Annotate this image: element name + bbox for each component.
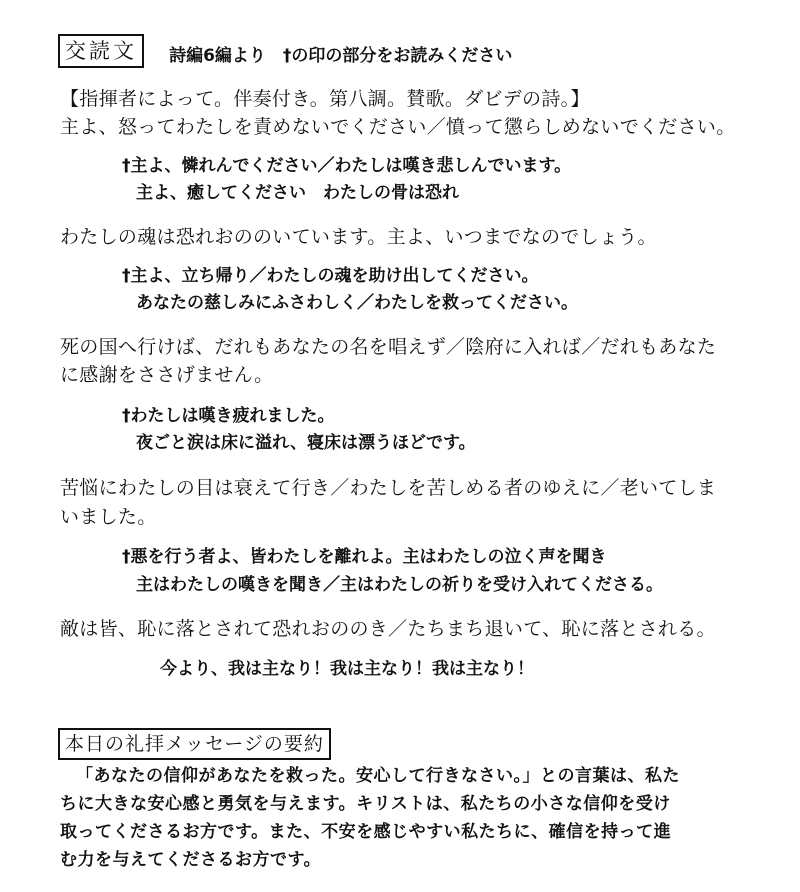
psalm-superscription: 【指揮者によって。伴奏付き。第八調。賛歌。ダビデの詩。】 [60,88,590,110]
leader-line-4b: いました。 [60,506,157,528]
leader-line-2: わたしの魂は恐れおののいています。主よ、いつまでなのでしょう。 [60,226,657,248]
response-line-1b: 主よ、癒してください わたしの骨は恐れ [136,183,459,203]
summary-line-4: む力を与えてくださるお方です。 [60,850,322,870]
response-line-2a: †主よ、立ち帰り／わたしの魂を助け出してください。 [122,266,539,286]
leader-line-5: 敵は皆、恥に落とされて恐れおののき／たちまち退いて、恥に落とされる。 [60,618,716,640]
leader-line-4a: 苦悩にわたしの目は衰えて行き／わたしを苦しめる者のゆえに／老いてしま [60,477,717,499]
summary-line-1: 「あなたの信仰があなたを救った。安心して行きなさい。」との言葉は、私た [76,766,680,786]
response-line-3a: †わたしは嘆き疲れました。 [122,406,335,426]
summary-line-2: ちに大きな安心感と勇気を与えます。キリストは、私たちの小さな信仰を受け [60,794,671,814]
response-line-4b: 主はわたしの嘆きを聞き／主はわたしの祈りを受け入れてくださる。 [136,575,663,595]
summary-header [58,728,331,760]
responsive-reading-label: 交読文 [58,34,144,68]
response-line-2b: あなたの慈しみにふさわしく／わたしを救ってください。 [136,293,578,313]
response-line-1a: †主よ、憐れんでください／わたしは嘆き悲しんでいます。 [122,156,572,176]
unison-proclamation: 今より、我は主なり！我は主なり！我は主なり！ [160,659,534,679]
summary-line-3: 取ってくださるお方です。また、不安を感じやすい私たちに、確信を持って進 [60,822,672,842]
reading-header [58,34,512,68]
sermon-summary-label: 本日の礼拝メッセージの要約 [58,728,331,760]
leader-line-3b: に感謝をささげません。 [60,364,274,386]
leader-line-3a: 死の国へ行けば、だれもあなたの名を唱えず／陰府に入れば／だれもあなた [60,336,717,358]
response-line-4a: †悪を行う者よ、皆わたしを離れよ。主はわたしの泣く声を聞き [122,547,607,567]
leader-line-1: 主よ、怒ってわたしを責めないでください／憤って懲らしめないでください。 [60,116,736,138]
reading-instruction: 詩編6編より †の印の部分をお読みください [169,46,513,66]
response-line-3b: 夜ごと涙は床に溢れ、寝床は漂うほどです。 [136,433,476,453]
